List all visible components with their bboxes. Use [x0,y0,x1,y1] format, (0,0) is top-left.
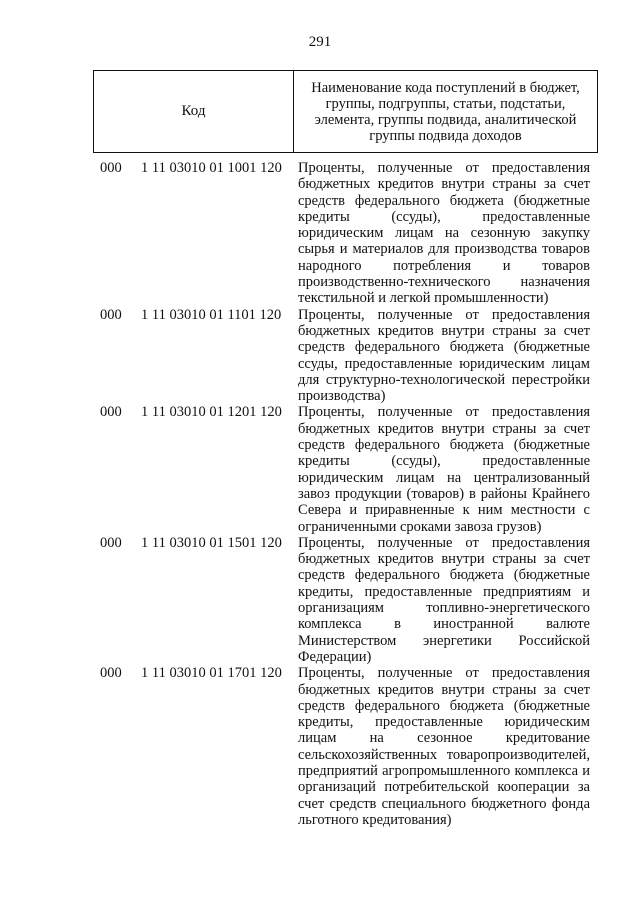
code-column-header: Код [94,71,294,152]
revenue-code: 1 11 03010 01 1201 120 [141,404,282,421]
table-row [0,404,640,534]
name-column-header: Наименование кода поступлений в бюджет, группы, подгруппы, статьи, подстатьи, элемента, группы подвида, аналитической группы подвида доходов [311,79,580,144]
admin-code: 000 [100,160,122,176]
revenue-description: Проценты, полученные от предоставления бюджетных кредитов внутри страны за счет средств федерального бюджета (бюджетные кредиты, предоставленные юридическим лицам на сезонное кредитование сельскохозяйственных товаропроизводителей, предприятий агропромышленного комплекса и организаций потребительской кооперации за счет средств специального бюджетного фонда льготного кредитования) [298,665,590,828]
page-number: 291 [308,34,332,50]
revenue-code: 1 11 03010 01 1101 120 [141,306,282,323]
table-row [0,535,640,665]
revenue-code: 1 11 03010 01 1001 120 [141,160,282,176]
table-row [0,665,640,828]
admin-code: 000 [100,306,122,323]
revenue-description: Проценты, полученные от предоставления бюджетных кредитов внутри страны за счет средств федерального бюджета (бюджетные кредиты (ссуды), предоставленные юридическим лицам на централизованный завоз продукции (товаров) в районы Крайнего Севера и приравненные к ним местности с ограниченными сроками завоза грузов) [298,404,590,535]
admin-code: 000 [100,665,122,682]
revenue-description: Проценты, полученные от предоставления бюджетных кредитов внутри страны за счет средств федерального бюджета (бюджетные кредиты (ссуды), предоставленные юридическим лицам на сезонную закупку сырья и материалов для производства товаров народного потребления и товаров производственно-технического назначения текстильной и легкой промышленности) [298,160,590,307]
revenue-code: 1 11 03010 01 1701 120 [141,665,282,682]
revenue-code: 1 11 03010 01 1501 120 [141,534,282,551]
admin-code: 000 [100,534,122,551]
table-header [93,70,598,153]
revenue-description: Проценты, полученные от предоставления бюджетных кредитов внутри страны за счет средств федерального бюджета (бюджетные кредиты, предоставленные предприятиям и организациям топливно-энергетического комплекса в иностранной валюте Министерством энергетики Российской Федерации) [298,534,590,665]
table-row [0,160,640,307]
revenue-code-list [0,160,640,828]
admin-code: 000 [100,404,122,421]
table-row [0,307,640,405]
revenue-description: Проценты, полученные от предоставления бюджетных кредитов внутри страны за счет средств федерального бюджета (бюджетные ссуды, предоставленные юридическим лицам для структурно-технологической перестройки производства) [298,306,590,405]
